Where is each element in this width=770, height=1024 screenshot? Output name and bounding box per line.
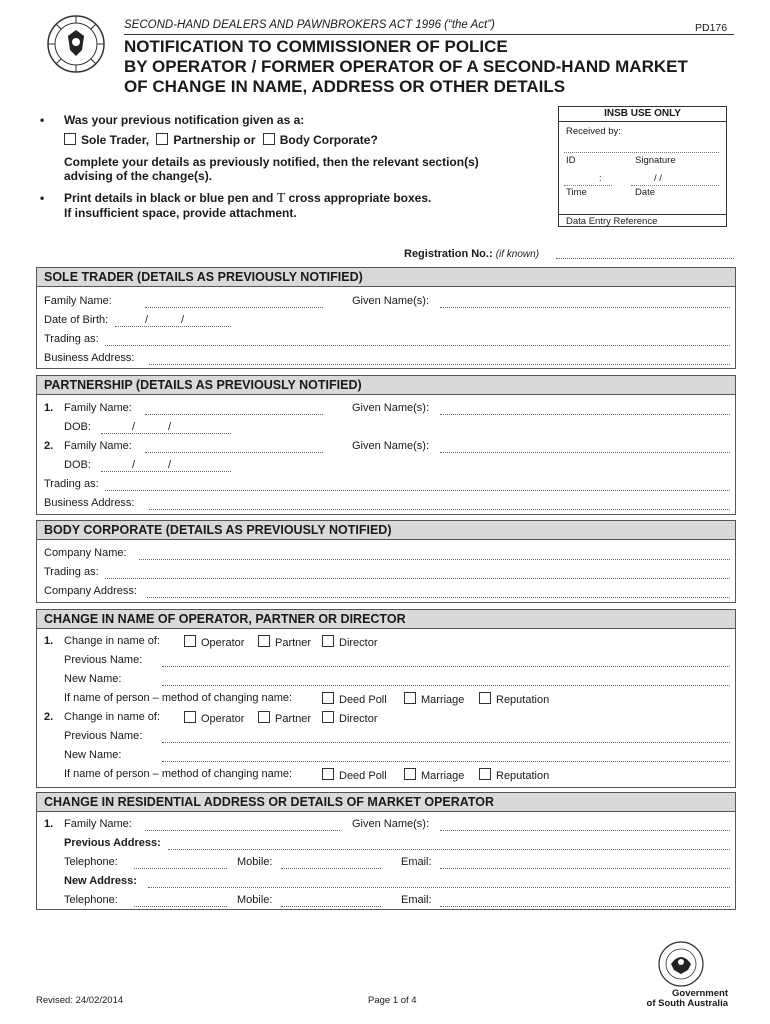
time-colon: : xyxy=(599,173,602,184)
new-name-label: New Name: xyxy=(64,749,122,761)
family-name-label: Family Name: xyxy=(64,440,132,452)
director-label: Director xyxy=(339,637,378,649)
change-of-name-heading: CHANGE IN NAME OF OPERATOR, PARTNER OR DIRECTOR xyxy=(37,610,735,629)
deed-poll-label: Deed Poll xyxy=(339,694,387,706)
dob-slash: / xyxy=(145,314,149,326)
change1-director-option xyxy=(322,635,378,649)
partner1-given-names-field[interactable] xyxy=(440,414,730,415)
intro-question-text: Was your previous notification given as a: xyxy=(64,113,305,127)
email-label: Email: xyxy=(401,894,432,906)
complete-instruction xyxy=(64,155,479,183)
body-corporate-checkbox[interactable] xyxy=(263,133,275,145)
time-line xyxy=(564,185,612,186)
change1-operator-checkbox[interactable] xyxy=(184,635,196,647)
change2-director-checkbox[interactable] xyxy=(322,711,334,723)
partner2-family-name-field[interactable] xyxy=(145,452,323,453)
change-of-name-section xyxy=(36,609,736,788)
company-trading-as-field[interactable] xyxy=(105,578,730,579)
complete-line-2: advising of the change(s). xyxy=(64,169,213,183)
date-label: Date xyxy=(635,187,656,198)
partner-label: Partner xyxy=(275,713,312,725)
change-of-address-section xyxy=(36,792,736,910)
title-line-2: BY OPERATOR / FORMER OPERATOR OF A SECOND-HAND MARKET xyxy=(124,57,688,76)
item-number: 2. xyxy=(44,440,54,452)
sole-given-names-field[interactable] xyxy=(440,307,730,308)
method-label: If name of person – method of changing name: xyxy=(64,692,293,704)
change1-partner-checkbox[interactable] xyxy=(258,635,270,647)
change1-director-checkbox[interactable] xyxy=(322,635,334,647)
new-name-label: New Name: xyxy=(64,673,122,685)
dob-slash: / xyxy=(132,421,136,433)
gov-line-1: Government xyxy=(672,988,728,999)
insb-use-only-box xyxy=(558,106,727,227)
dob-slash: / xyxy=(181,314,185,326)
item-number: 2. xyxy=(44,711,54,723)
marriage-label: Marriage xyxy=(421,770,465,782)
print-line-1: Print details in black or blue pen and xyxy=(64,191,274,205)
insb-divider xyxy=(559,214,726,215)
change1-deed-poll-checkbox[interactable] xyxy=(322,692,334,704)
dob-slash: / xyxy=(168,421,172,433)
title-line-3: OF CHANGE IN NAME, ADDRESS OR OTHER DETAILS xyxy=(124,77,566,96)
change1-reputation-checkbox[interactable] xyxy=(479,692,491,704)
company-name-label: Company Name: xyxy=(44,547,127,559)
change2-new-name-field[interactable] xyxy=(162,761,730,762)
government-sa-wordmark xyxy=(640,989,728,1009)
change2-previous-name-field[interactable] xyxy=(162,742,730,743)
partnership-label: Partnership or xyxy=(173,133,256,147)
previous-email-field[interactable] xyxy=(440,868,730,869)
page-number: Page 1 of 4 xyxy=(368,995,417,1006)
method-label: If name of person – method of changing name: xyxy=(64,768,293,780)
received-by-label: Received by: xyxy=(566,126,621,137)
company-name-field[interactable] xyxy=(139,559,730,560)
header-rule xyxy=(124,34,734,35)
marriage-label: Marriage xyxy=(421,694,465,706)
mobile-label: Mobile: xyxy=(237,894,273,906)
data-entry-reference-label: Data Entry Reference xyxy=(566,216,658,227)
change1-reputation-option xyxy=(479,692,549,706)
previous-address-label: Previous Address: xyxy=(64,837,161,849)
change-of-address-heading: CHANGE IN RESIDENTIAL ADDRESS OR DETAILS OF MARKET OPERATOR xyxy=(37,793,735,812)
change2-reputation-checkbox[interactable] xyxy=(479,768,491,780)
complete-line-1: Complete your details as previously notified, then the relevant section(s) xyxy=(64,155,479,169)
reputation-label: Reputation xyxy=(496,770,550,782)
item-number: 1. xyxy=(44,402,54,414)
previous-address-field[interactable] xyxy=(168,849,730,850)
business-address-label: Business Address: xyxy=(44,352,135,364)
page-title xyxy=(124,37,744,97)
partnership-business-address-field[interactable] xyxy=(149,509,730,510)
item-number: 1. xyxy=(44,635,54,647)
signature-label: Signature xyxy=(635,155,676,166)
sole-family-name-field[interactable] xyxy=(145,307,323,308)
previous-telephone-field[interactable] xyxy=(134,868,227,869)
deed-poll-label: Deed Poll xyxy=(339,770,387,782)
previous-name-label: Previous Name: xyxy=(64,654,143,666)
sole-trading-as-field[interactable] xyxy=(105,345,730,346)
cross-mark-glyph: T xyxy=(276,191,286,206)
registration-text: Registration No.: xyxy=(404,248,493,260)
id-label: ID xyxy=(566,155,576,166)
registration-hint: (if known) xyxy=(495,249,540,260)
telephone-label: Telephone: xyxy=(64,856,118,868)
dob-label: DOB: xyxy=(64,459,91,471)
email-label: Email: xyxy=(401,856,432,868)
item-number: 1. xyxy=(44,818,54,830)
new-telephone-field[interactable] xyxy=(134,906,227,907)
form-code: PD176 xyxy=(695,22,728,34)
trading-as-label: Trading as: xyxy=(44,566,99,578)
family-name-label: Family Name: xyxy=(64,402,132,414)
previous-mobile-field[interactable] xyxy=(281,868,381,869)
change1-partner-option xyxy=(258,635,311,649)
change2-marriage-checkbox[interactable] xyxy=(404,768,416,780)
new-mobile-field[interactable] xyxy=(281,906,381,907)
received-by-line xyxy=(564,152,719,153)
change1-deed-poll-option xyxy=(322,692,387,706)
new-email-field[interactable] xyxy=(440,906,730,907)
print-instruction xyxy=(40,191,432,220)
insb-heading: INSB USE ONLY xyxy=(559,107,726,122)
date-of-birth-label: Date of Birth: xyxy=(44,314,109,326)
bullet: • xyxy=(40,191,45,205)
trading-as-label: Trading as: xyxy=(44,478,99,490)
partner2-dob-field[interactable] xyxy=(101,471,231,472)
family-name-label: Family Name: xyxy=(64,818,132,830)
date-line xyxy=(631,185,719,186)
change1-new-name-field[interactable] xyxy=(162,685,730,686)
change1-previous-name-field[interactable] xyxy=(162,666,730,667)
government-sa-logo-icon xyxy=(655,940,707,988)
revised-date: Revised: 24/02/2014 xyxy=(36,995,124,1006)
change2-marriage-option xyxy=(404,768,464,782)
given-names-label: Given Name(s): xyxy=(352,818,430,830)
director-label: Director xyxy=(339,713,378,725)
body-corporate-heading: BODY CORPORATE (DETAILS AS PREVIOUSLY NOTIFIED) xyxy=(37,521,735,540)
dob-slash: / xyxy=(168,459,172,471)
change2-reputation-option xyxy=(479,768,549,782)
telephone-label: Telephone: xyxy=(64,894,118,906)
partnership-checkbox[interactable] xyxy=(156,133,168,145)
change1-marriage-checkbox[interactable] xyxy=(404,692,416,704)
dob-slash: / xyxy=(132,459,136,471)
previous-type-options xyxy=(64,133,378,147)
title-line-1: NOTIFICATION TO COMMISSIONER OF POLICE xyxy=(124,37,508,56)
change2-operator-checkbox[interactable] xyxy=(184,711,196,723)
company-address-field[interactable] xyxy=(147,597,730,598)
change1-operator-option xyxy=(184,635,244,649)
sole-dob-field[interactable] xyxy=(115,326,231,327)
change2-deed-poll-checkbox[interactable] xyxy=(322,768,334,780)
reputation-label: Reputation xyxy=(496,694,550,706)
operator-label: Operator xyxy=(201,713,245,725)
body-corporate-label: Body Corporate? xyxy=(279,133,378,147)
partner-label: Partner xyxy=(275,637,312,649)
partner1-dob-field[interactable] xyxy=(101,433,231,434)
partnership-heading: PARTNERSHIP (DETAILS AS PREVIOUSLY NOTIFIED) xyxy=(37,376,735,395)
sa-police-crest-icon xyxy=(46,14,106,74)
gov-line-2: of South Australia xyxy=(646,998,728,1009)
new-address-label: New Address: xyxy=(64,875,137,887)
partner2-given-names-field[interactable] xyxy=(440,452,730,453)
registration-label xyxy=(404,248,539,260)
address-family-name-field[interactable] xyxy=(145,830,340,831)
date-slashes: / / xyxy=(654,173,662,184)
partnership-section xyxy=(36,375,736,515)
print-line-1b: cross appropriate boxes. xyxy=(288,191,432,205)
change2-deed-poll-option xyxy=(322,768,387,782)
trading-as-label: Trading as: xyxy=(44,333,99,345)
print-line-2: If insufficient space, provide attachment. xyxy=(64,206,297,220)
registration-no-field[interactable] xyxy=(556,258,734,259)
bullet: • xyxy=(40,113,45,127)
sole-trader-label: Sole Trader, xyxy=(81,133,150,147)
partner1-family-name-field[interactable] xyxy=(145,414,323,415)
given-names-label: Given Name(s): xyxy=(352,440,430,452)
sole-trader-checkbox[interactable] xyxy=(64,133,76,145)
act-title: SECOND-HAND DEALERS AND PAWNBROKERS ACT 1996 (“the Act”) xyxy=(124,19,495,31)
dob-label: DOB: xyxy=(64,421,91,433)
body-corporate-section xyxy=(36,520,736,603)
sole-trader-section xyxy=(36,267,736,369)
change2-director-option xyxy=(322,711,378,725)
family-name-label: Family Name: xyxy=(44,295,112,307)
change-in-name-of-label: Change in name of: xyxy=(64,635,161,647)
change2-operator-option xyxy=(184,711,244,725)
given-names-label: Given Name(s): xyxy=(352,295,430,307)
operator-label: Operator xyxy=(201,637,245,649)
intro-question xyxy=(40,113,305,127)
company-address-label: Company Address: xyxy=(44,585,137,597)
sole-trader-heading: SOLE TRADER (DETAILS AS PREVIOUSLY NOTIFIED) xyxy=(37,268,735,287)
new-address-field[interactable] xyxy=(148,887,730,888)
change1-marriage-option xyxy=(404,692,464,706)
sole-business-address-field[interactable] xyxy=(149,364,730,365)
change2-partner-option xyxy=(258,711,311,725)
business-address-label: Business Address: xyxy=(44,497,135,509)
change-in-name-of-label: Change in name of: xyxy=(64,711,161,723)
given-names-label: Given Name(s): xyxy=(352,402,430,414)
partnership-trading-as-field[interactable] xyxy=(105,490,730,491)
previous-name-label: Previous Name: xyxy=(64,730,143,742)
change2-partner-checkbox[interactable] xyxy=(258,711,270,723)
address-given-names-field[interactable] xyxy=(440,830,730,831)
mobile-label: Mobile: xyxy=(237,856,273,868)
time-label: Time xyxy=(566,187,587,198)
